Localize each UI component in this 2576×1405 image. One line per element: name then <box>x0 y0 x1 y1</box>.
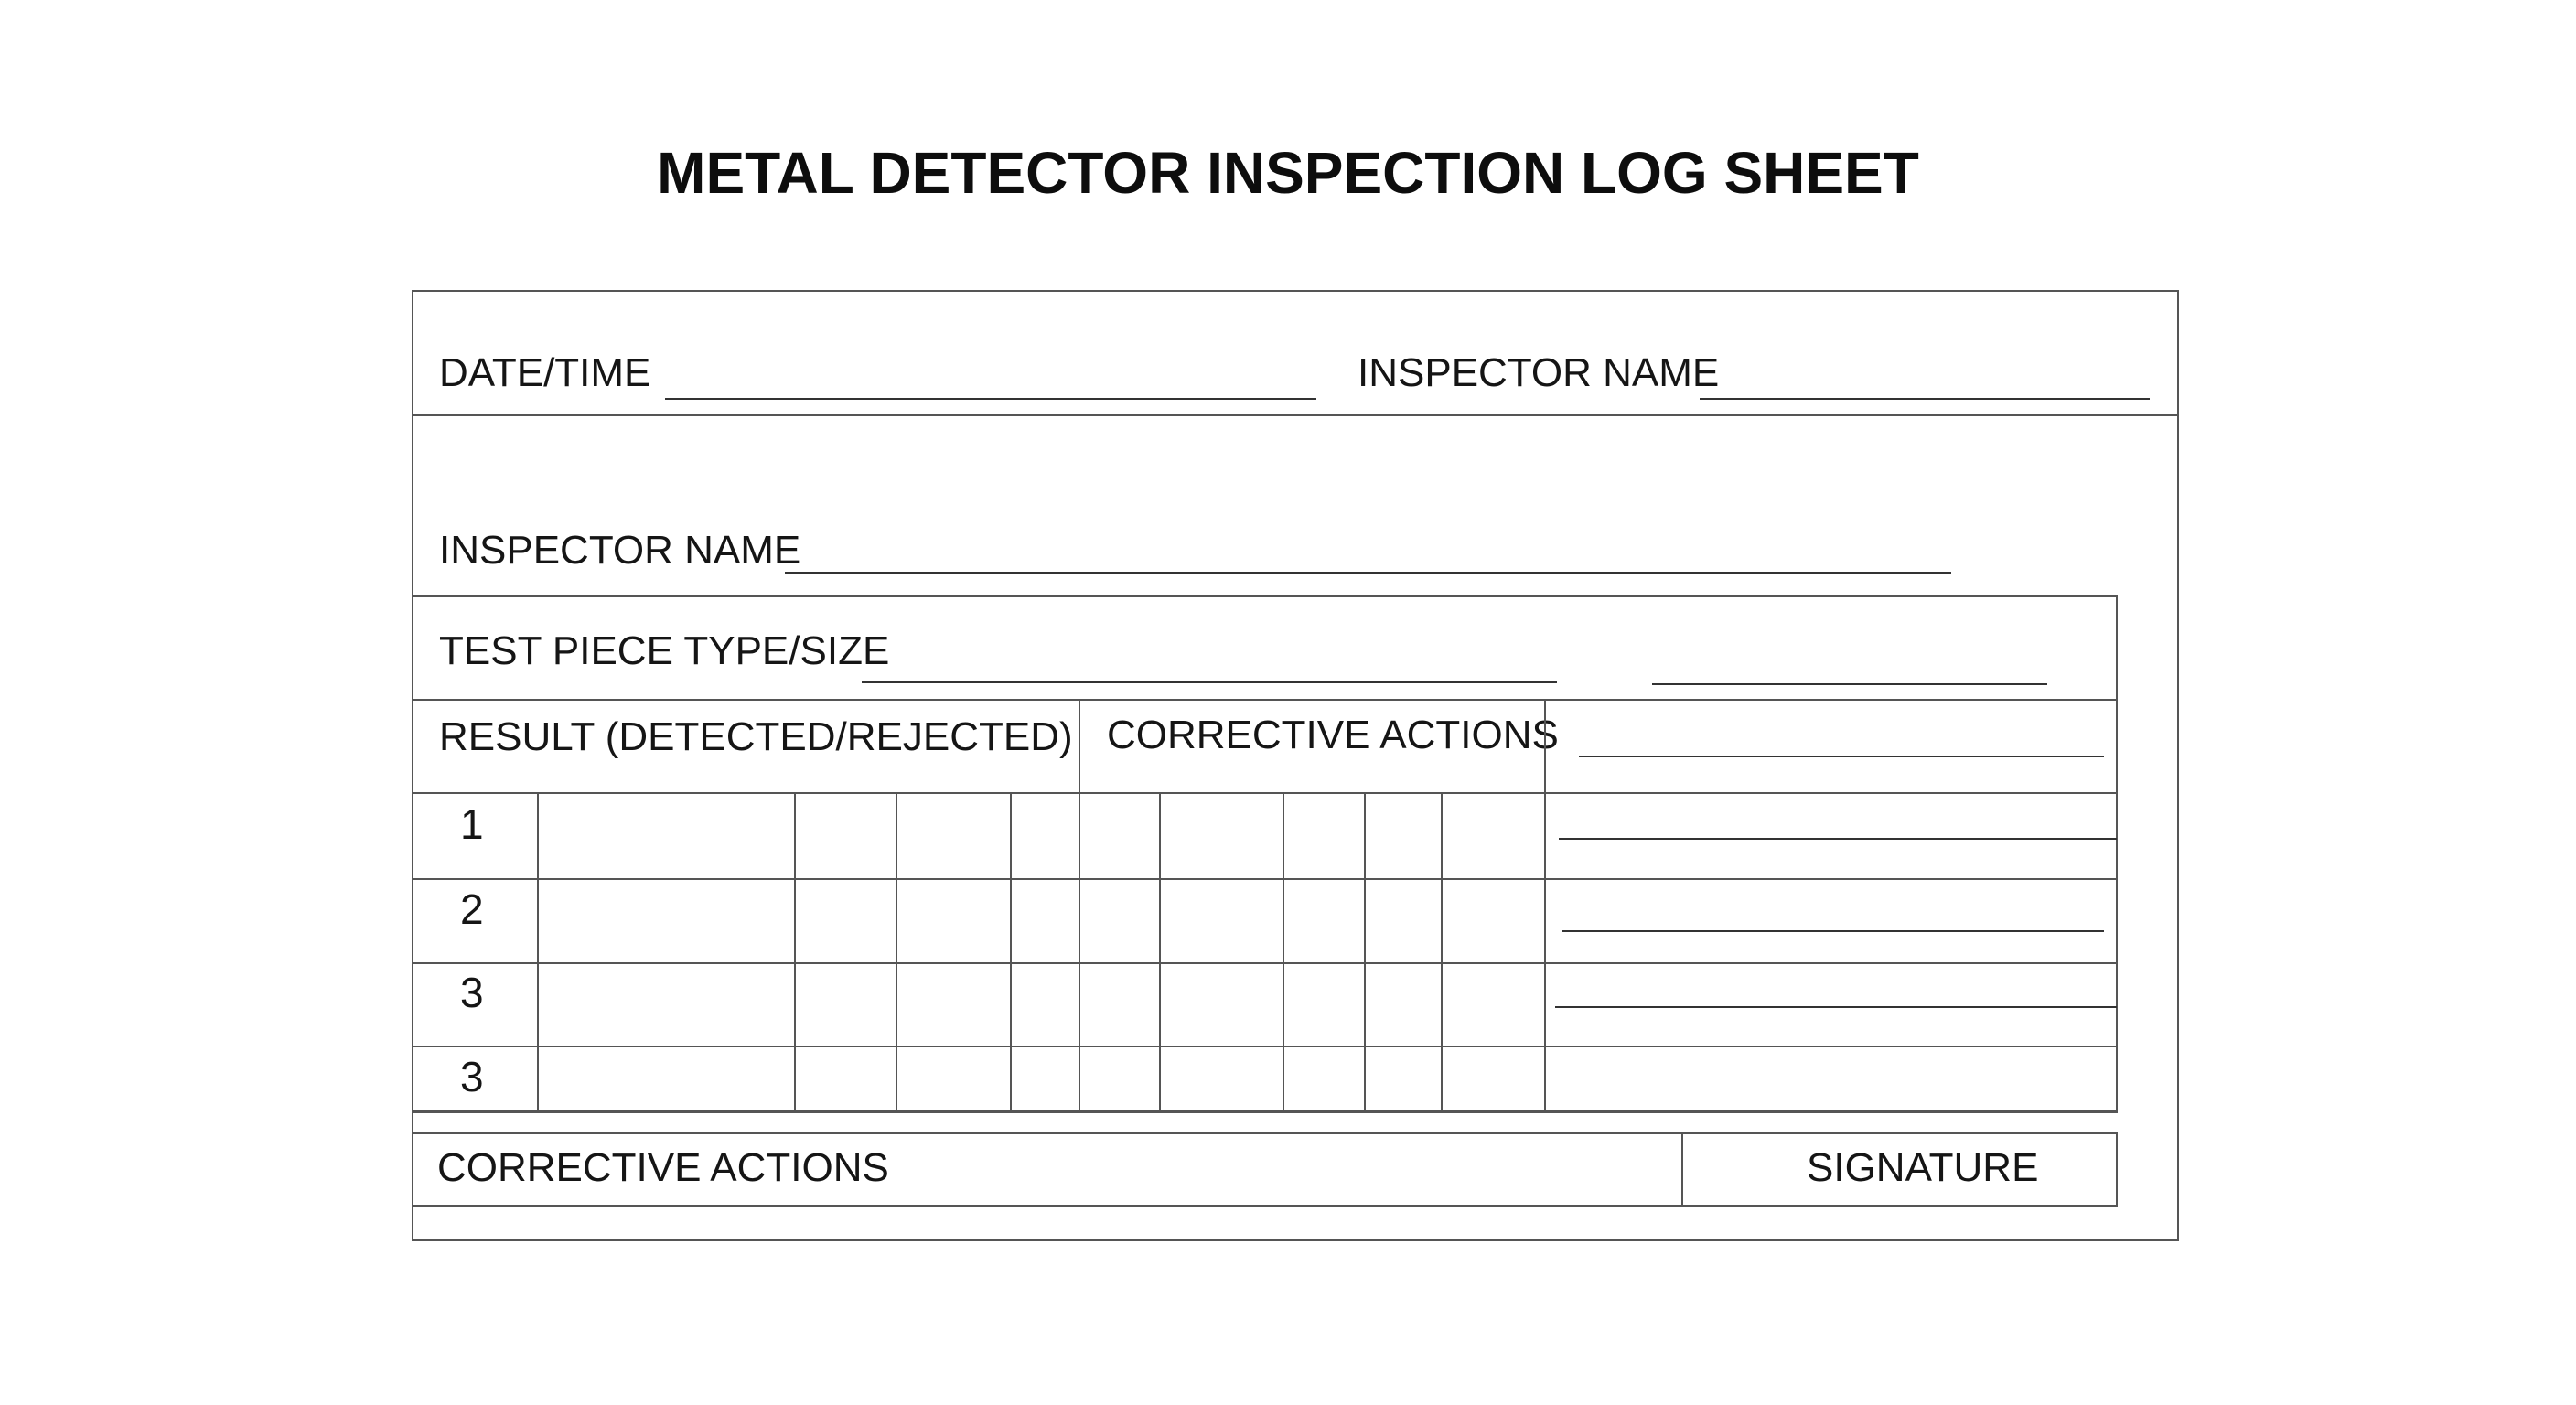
inspector-name-label: INSPECTOR NAME <box>439 528 801 573</box>
footer-divider <box>1681 1132 1683 1207</box>
grid-col-5 <box>1159 792 1161 1110</box>
grid-col-4 <box>1010 792 1012 1110</box>
row-divider-3 <box>413 1046 2117 1047</box>
header-col-divider-1 <box>1079 700 1080 1113</box>
header-divider <box>413 414 2178 416</box>
row-divider-2 <box>413 962 2117 964</box>
signature-label: SIGNATURE <box>1807 1145 2039 1190</box>
test-piece-field[interactable] <box>862 681 1557 683</box>
footer-corrective-actions-label: CORRECTIVE ACTIONS <box>437 1145 889 1190</box>
notes-field-row-1[interactable] <box>1559 838 2117 840</box>
inspector-name-field-header[interactable] <box>1700 398 2150 400</box>
row-number-4: 3 <box>460 1053 484 1100</box>
notes-field-row-3[interactable] <box>1555 1006 2117 1008</box>
grid-col-7 <box>1364 792 1366 1110</box>
table-header-divider <box>413 792 2117 794</box>
grid-col-3 <box>896 792 897 1110</box>
corrective-actions-header: CORRECTIVE ACTIONS <box>1107 713 1559 757</box>
header-notes-field[interactable] <box>1579 756 2104 757</box>
row-divider-1 <box>413 878 2117 880</box>
row-number-3: 3 <box>460 969 484 1016</box>
sheet-title: METAL DETECTOR INSPECTION LOG SHEET <box>657 140 1919 206</box>
grid-col-1 <box>537 792 539 1110</box>
header-col-divider-2 <box>1544 700 1546 1113</box>
result-header: RESULT (DETECTED/REJECTED) <box>439 714 1073 759</box>
grid-col-6 <box>1283 792 1284 1110</box>
inspector-name-field[interactable] <box>785 572 1951 574</box>
grid-col-2 <box>794 792 796 1110</box>
date-time-label: DATE/TIME <box>439 350 651 395</box>
row-number-1: 1 <box>460 800 484 848</box>
grid-col-8 <box>1441 792 1443 1110</box>
date-time-field[interactable] <box>665 398 1316 400</box>
row-number-2: 2 <box>460 885 484 933</box>
notes-field-row-2[interactable] <box>1562 930 2104 932</box>
inspector-name-label-header: INSPECTOR NAME <box>1358 350 1720 395</box>
row-divider-4 <box>413 1110 2117 1111</box>
test-piece-divider <box>413 699 2117 701</box>
test-piece-label: TEST PIECE TYPE/SIZE <box>439 628 890 673</box>
test-piece-extra-field[interactable] <box>1652 683 2047 685</box>
